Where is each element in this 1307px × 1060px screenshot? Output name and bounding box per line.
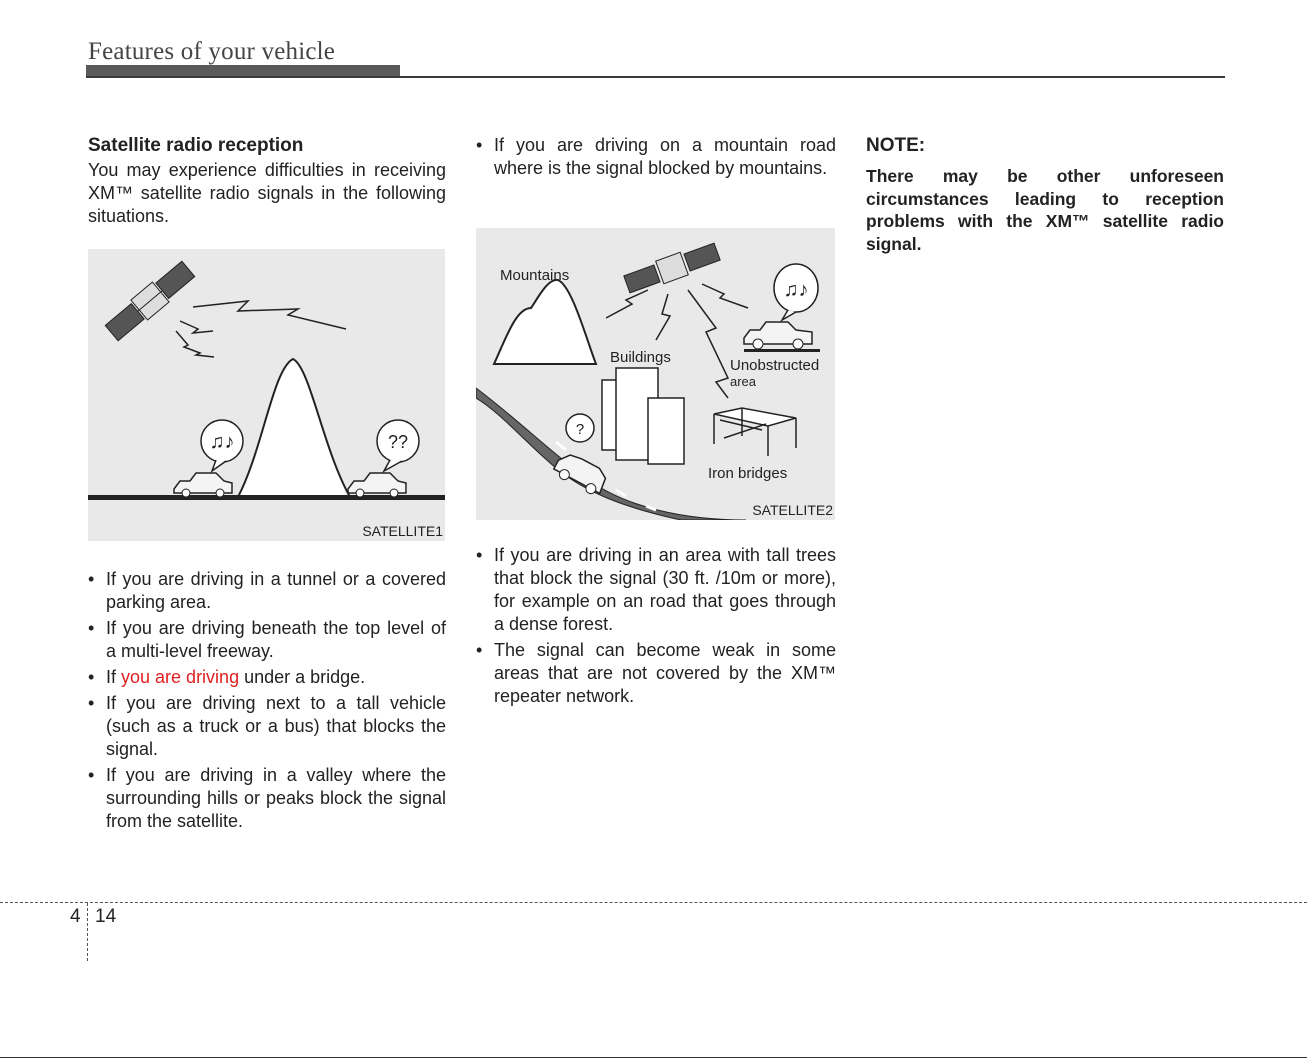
list-item: • If you are driving beneath the top level of a multi-level freeway. — [88, 617, 446, 663]
car-icon — [551, 450, 610, 498]
note-title: NOTE: — [866, 135, 926, 156]
music-bubble-icon — [201, 420, 243, 471]
list-item — [88, 666, 446, 689]
list-item: • If you are driving on a mountain road where is the signal blocked by mountains. — [476, 134, 836, 180]
signal-bolt — [193, 301, 346, 329]
figure-label: SATELLITE1 — [362, 523, 443, 539]
label-unobstructed: Unobstructed — [730, 357, 820, 374]
bullet-list — [88, 568, 446, 833]
label-iron-bridges: Iron bridges — [708, 465, 788, 482]
bridge-suffix: under a bridge. — [239, 667, 366, 687]
question-mark: ? — [575, 421, 585, 438]
signal-bolt — [176, 331, 214, 357]
column-middle — [476, 134, 836, 183]
column-right — [866, 134, 1224, 255]
label-buildings: Buildings — [610, 349, 671, 366]
column-middle-bullets — [476, 544, 836, 711]
footer-dashed-rule — [0, 902, 1307, 903]
iron-bridge-icon — [714, 408, 796, 456]
column-left — [88, 134, 446, 228]
page-number: 14 — [95, 906, 117, 927]
satellite-icon — [623, 240, 721, 295]
music-note: ♫♪ — [783, 279, 809, 301]
footer-dashed-divider — [87, 903, 88, 961]
list-item: • If you are driving in a tunnel or a covered parking area. — [88, 568, 446, 614]
figure-satellite2 — [476, 228, 835, 520]
label-mountains: Mountains — [500, 267, 570, 284]
mountain-shape — [238, 359, 350, 497]
signal-bolt — [702, 284, 748, 308]
bullet-list — [476, 544, 836, 708]
signal-bolt — [180, 321, 213, 333]
figure-satellite1 — [88, 249, 445, 541]
figure-label: SATELLITE2 — [752, 502, 833, 518]
highlighted-text: you are driving — [121, 667, 240, 687]
question-bubble-icon — [377, 420, 419, 471]
list-item: • If you are driving next to a tall vehicle (such as a truck or a bus) that blocks the signal. — [88, 692, 446, 761]
question-bubble-icon — [566, 414, 594, 442]
satellite2-illustration — [476, 228, 835, 520]
car-icon — [348, 473, 406, 497]
intro-paragraph: You may experience difficulties in receiving XM™ satellite radio signals in the following situations. — [88, 160, 446, 226]
satellite1-illustration — [88, 249, 445, 541]
list-item: • If you are driving in a valley where the surrounding hills or peaks block the signal from the satellite. — [88, 764, 446, 833]
car-icon — [744, 322, 812, 349]
header-title: Features of your vehicle — [88, 38, 336, 65]
bottom-rule — [0, 1057, 1307, 1058]
music-note: ♫♪ — [209, 431, 235, 453]
satellite-icon — [103, 259, 196, 343]
note-text: There may be other unforeseen circumstances leading to reception problems with the XM™ satellite radio signal. — [866, 166, 1224, 254]
question-mark: ?? — [387, 432, 409, 452]
mountain-shape — [494, 280, 596, 364]
music-bubble-icon — [774, 264, 818, 320]
column-left-bullets — [88, 568, 446, 836]
section-title: Satellite radio reception — [88, 135, 304, 156]
bullet-list — [476, 134, 836, 180]
car-icon — [174, 473, 232, 497]
label-area: area — [730, 374, 757, 389]
header-rule — [86, 76, 1225, 78]
signal-bolt — [688, 290, 728, 398]
chapter-number: 4 — [70, 906, 81, 927]
list-item: • If you are driving in an area with tall trees that block the signal (30 ft. /10m or more), for example on an road that goes through a dense forest. — [476, 544, 836, 636]
list-item: • The signal can become weak in some areas that are not covered by the XM™ repeater network. — [476, 639, 836, 708]
signal-bolt — [656, 294, 670, 340]
bridge-prefix: If — [106, 667, 122, 687]
buildings-icon — [602, 368, 684, 464]
signal-bolt — [606, 290, 648, 318]
